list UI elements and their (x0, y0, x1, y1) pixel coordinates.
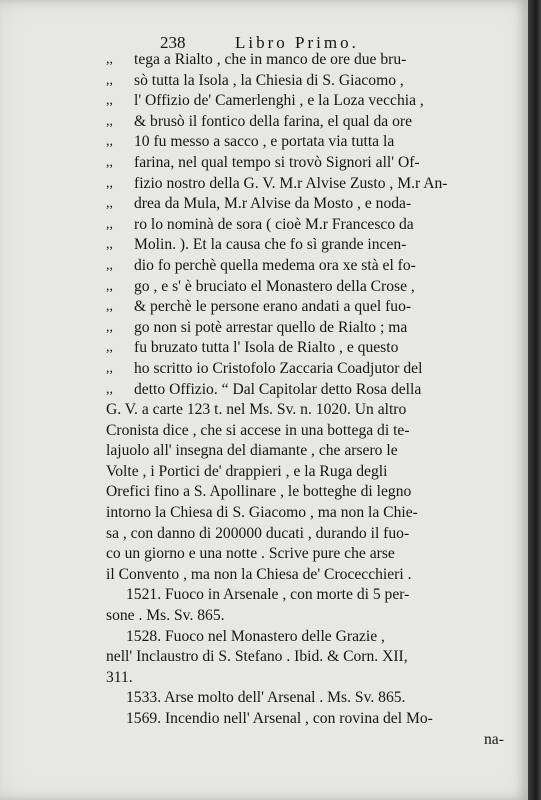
line-text: 1528. Fuoco nel Monastero delle Grazie , (126, 627, 385, 645)
body-line (106, 482, 518, 503)
quoted-line (106, 256, 518, 277)
quote-mark: ,, (106, 237, 113, 253)
running-title: Libro Primo. (235, 33, 359, 52)
entry-line (106, 688, 518, 709)
body-paragraph (106, 400, 518, 585)
quoted-line (106, 380, 518, 401)
quoted-line (106, 297, 518, 318)
quote-mark: ,, (106, 93, 113, 109)
entry-1521 (106, 585, 518, 626)
quote-mark: ,, (106, 113, 113, 129)
line-text: fu bruzato tutta l' Isola de Rialto , e questo (134, 339, 399, 357)
quoted-line (106, 194, 518, 215)
line-text: Volte , i Portici de' drappieri , e la Ruga degli (106, 462, 388, 480)
entry-1528 (106, 627, 518, 689)
entry-1533 (106, 688, 518, 709)
body-line (106, 565, 518, 586)
line-text: l' Offizio de' Camerlenghi , e la Loza vecchia , (134, 92, 424, 110)
entry-line (106, 647, 518, 668)
quote-mark: ,, (106, 175, 113, 191)
line-text: na- (484, 730, 504, 748)
quote-mark: ,, (106, 52, 113, 67)
quoted-line (106, 132, 518, 153)
body-line (106, 462, 518, 483)
body-line (106, 524, 518, 545)
quoted-line (106, 174, 518, 195)
quoted-line (106, 153, 518, 174)
line-text: sone . Ms. Sv. 865. (106, 607, 225, 625)
line-text: nell' Inclaustro di S. Stefano . Ibid. & Corn. XII, (106, 648, 408, 666)
line-text: tega a Rialto , che in manco de ore due bru- (134, 51, 407, 68)
body-line (106, 441, 518, 462)
entry-line (106, 668, 518, 689)
line-text: 10 fu messo a sacco , e portata via tutta la (134, 133, 395, 151)
line-text: 1533. Arse molto dell' Arsenal . Ms. Sv. 865. (126, 689, 406, 707)
page-number: 238 (160, 33, 186, 52)
entry-line (106, 585, 518, 606)
body-line (106, 503, 518, 524)
entry-line (106, 730, 518, 751)
line-text: 1521. Fuoco in Arsenale , con morte di 5 per- (126, 586, 410, 604)
quote-mark: ,, (106, 319, 113, 335)
quoted-line (106, 235, 518, 256)
line-text: & brusò il fontico della farina, el qual da ore (134, 112, 412, 130)
entry-line (106, 627, 518, 648)
quote-mark: ,, (106, 278, 113, 294)
line-text: Cronista dice , che si accese in una bottega di te- (106, 421, 410, 439)
line-text: farina, nel qual tempo si trovò Signori all' Of- (134, 153, 420, 171)
line-text: Orefici fino a S. Apollinare , le botteghe di legno (106, 483, 412, 501)
quote-mark: ,, (106, 299, 113, 315)
line-text: & perchè le persone erano andati a quel fuo- (134, 298, 412, 316)
quoted-line (106, 50, 518, 71)
quote-mark: ,, (106, 381, 113, 397)
quote-mark: ,, (106, 257, 113, 273)
line-text: sò tutta la Isola , la Chiesia di S. Giacomo , (134, 71, 404, 89)
quote-mark: ,, (106, 134, 113, 150)
line-text: 311. (106, 668, 133, 686)
quoted-line (106, 277, 518, 298)
line-text: Molin. ). Et la causa che fo sì grande incen- (134, 236, 407, 254)
page-text (106, 50, 518, 750)
quoted-line (106, 359, 518, 380)
quoted-line (106, 318, 518, 339)
quoted-line (106, 215, 518, 236)
line-text: drea da Mula, M.r Alvise da Mosto , e noda- (134, 195, 412, 213)
body-line (106, 421, 518, 442)
line-text: co un giorno e una notte . Scrive pure che arse (106, 545, 395, 563)
quote-mark: ,, (106, 216, 113, 232)
quote-mark: ,, (106, 72, 113, 88)
line-text: lajuolo all' insegna del diamante , che arsero le (106, 442, 398, 460)
line-text: fizio nostro della G. V. M.r Alvise Zusto , M.r An- (134, 174, 448, 192)
line-text: go non si potè arrestar quello de Rialto ; ma (134, 318, 408, 336)
quoted-passage (106, 50, 518, 400)
line-text: go , e s' è bruciato el Monastero della Crose , (134, 277, 415, 295)
line-text: il Convento , ma non la Chiesa de' Crocecchieri . (106, 565, 412, 583)
line-text: dio fo perchè quella medema ora xe stà el fo- (134, 256, 416, 274)
quoted-line (106, 71, 518, 92)
line-text: detto Offizio. “ Dal Capitolar detto Rosa della (134, 380, 422, 398)
quote-mark: ,, (106, 340, 113, 356)
line-text: 1569. Incendio nell' Arsenal , con rovina del Mo- (126, 710, 433, 727)
entry-1569 (106, 709, 518, 750)
line-text: G. V. a carte 123 t. nel Ms. Sv. n. 1020. Un altro (106, 401, 407, 419)
line-text: intorno la Chiesa di S. Giacomo , ma non la Chie- (106, 504, 418, 522)
quoted-line (106, 91, 518, 112)
line-text: ro lo nominà de sora ( cioè M.r Francesco da (134, 215, 414, 233)
line-text: ho scritto io Cristofolo Zaccaria Coadjutor del (134, 359, 423, 377)
quoted-line (106, 338, 518, 359)
entry-line (106, 606, 518, 627)
quote-mark: ,, (106, 360, 113, 376)
quote-mark: ,, (106, 154, 113, 170)
body-line (106, 400, 518, 421)
entry-line (106, 709, 518, 730)
quoted-line (106, 112, 518, 133)
quote-mark: ,, (106, 196, 113, 212)
page-edge-shadow (528, 0, 541, 800)
body-line (106, 544, 518, 565)
line-text: sa , con danno di 200000 ducati , durando il fuo- (106, 524, 410, 542)
